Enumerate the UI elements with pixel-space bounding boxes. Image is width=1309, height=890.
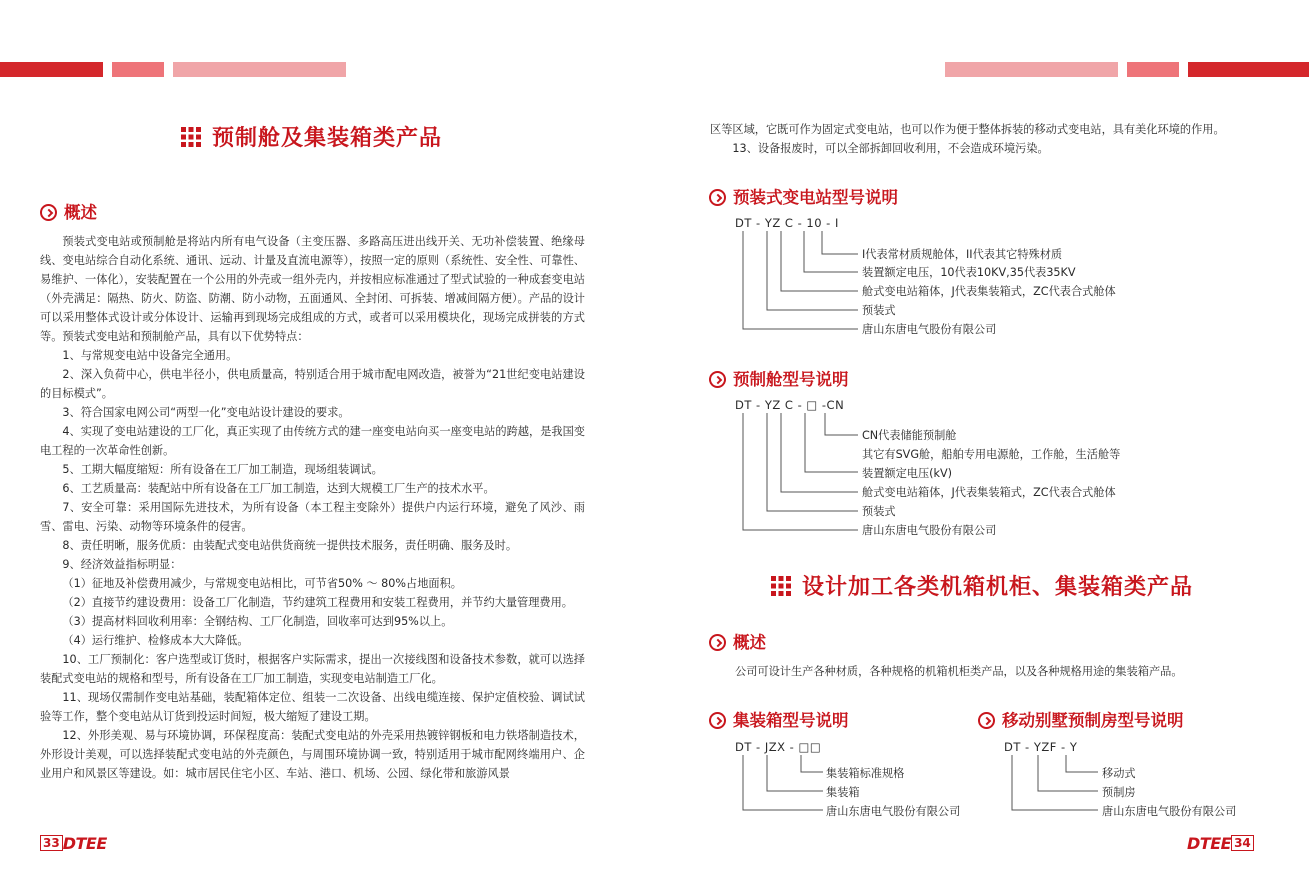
top-bar-pink-left <box>112 62 164 77</box>
paragraph: （4）运行维护、检修成本大大降低。 <box>62 634 249 647</box>
brand-logo: DTEE <box>62 834 107 853</box>
model2-code: DT - YZ C - □ -CN <box>735 398 845 412</box>
model2-label: 预装式 <box>862 505 896 518</box>
page-number: 33 <box>40 835 63 851</box>
model1-label: 舱式变电站箱体，J代表集装箱式，ZC代表合式舱体 <box>862 285 1116 298</box>
model3-heading <box>709 707 849 731</box>
arrow-circle-icon <box>709 634 726 651</box>
model2-label: CN代表储能预制舱 <box>862 429 957 442</box>
top-bar-red-right <box>1188 62 1309 77</box>
paragraph: 5、工期大幅度缩短：所有设备在工厂加工制造，现场组装调试。 <box>62 463 383 476</box>
model1-label: 唐山东唐电气股份有限公司 <box>862 323 997 336</box>
model4-label: 预制房 <box>1102 786 1136 799</box>
model3-label: 集装箱标准规格 <box>826 767 905 780</box>
left-body-text <box>40 232 585 783</box>
paragraph: 4、实现了变电站建设的工厂化，真正实现了由传统方式的建一座变电站向买一座变电站的跨越，是我国变电工程的一次革命性创新。 <box>40 425 585 457</box>
paragraph: 10、工厂预制化：客户选型或订货时，根据客户实际需求，提出一次接线图和设备技术参数，就可以选择装配式变电站的规格和型号，所有设备在工厂加工制造，实现变电站制造工厂化。 <box>40 653 585 685</box>
paragraph: 9、经济效益指标明显： <box>62 558 182 571</box>
model1-label: 预装式 <box>862 304 896 317</box>
arrow-circle-icon <box>709 189 726 206</box>
left-section-heading <box>40 199 97 223</box>
right-section-heading <box>709 629 766 653</box>
paragraph: 预装式变电站或预制舱是将站内所有电气设备（主变压器、多路高压进出线开关、无功补偿装置、绝缘母线、变电站综合自动化系统、通讯、远动、计量及直流电源等），按照一定的原则（系统性、安全性、可靠性、易维护、一体化），安装配置在一个公用的外壳或一组外壳内，并按相应标准通过了型式试验的一种成套变电站（外壳满足：隔热、防火、防盗、防潮、防小动物，五面通风、全封闭、可拆装、增减间隔方便）。产品的设计可以采用整体式设计或分体设计、运输再到现场完成组成的方式，或者可以采用模块化，现场完成拼装的方式等。预装式变电站和预制舱产品，具有以下优势特点： <box>40 235 585 343</box>
arrow-circle-icon <box>40 204 57 221</box>
right-section-heading-text: 概述 <box>733 633 766 652</box>
left-page-title-text: 预制舱及集装箱类产品 <box>212 126 443 151</box>
brand-logo: DTEE <box>1187 834 1232 853</box>
left-section-heading-text: 概述 <box>64 203 97 222</box>
top-bar-red-left <box>0 62 103 77</box>
model2-label: 装置额定电压(kV) <box>862 467 952 480</box>
model2-label: 其它有SVG舱，船舶专用电源舱，工作舱，生活舱等 <box>862 448 1121 461</box>
paragraph: 2、深入负荷中心，供电半径小，供电质量高，特别适合用于城市配电网改造，被誉为“21世纪变电站建设的目标模式”。 <box>40 368 585 400</box>
top-bar-light-left <box>173 62 346 77</box>
left-page-footer <box>40 834 107 853</box>
model3-label: 唐山东唐电气股份有限公司 <box>826 805 961 818</box>
paragraph: （1）征地及补偿费用减少，与常规变电站相比，可节省50% ～ 80%占地面积。 <box>62 577 462 590</box>
right-section-text <box>735 662 1255 681</box>
model3-label: 集装箱 <box>826 786 860 799</box>
paragraph: 3、符合国家电网公司“两型一化”变电站设计建设的要求。 <box>62 406 350 419</box>
top-bar-light-right <box>945 62 1118 77</box>
model4-label: 移动式 <box>1102 767 1136 780</box>
model2-heading <box>709 366 849 390</box>
paragraph: 11、现场仅需制作变电站基础，装配箱体定位、组装一二次设备、出线电缆连接、保护定值校验、调试试验等工作，整个变电站从订货到投运时间短，极大缩短了建设工期。 <box>40 691 585 723</box>
model2-label: 舱式变电站箱体，J代表集装箱式，ZC代表合式舱体 <box>862 486 1116 499</box>
paragraph: （2）直接节约建设费用：设备工厂化制造，节约建筑工程费用和安装工程费用，并节约大量管理费用。 <box>62 596 573 609</box>
paragraph: 1、与常规变电站中设备完全通用。 <box>62 349 238 362</box>
grid-dots-icon <box>770 575 792 597</box>
arrow-circle-icon <box>709 712 726 729</box>
paragraph: 12、外形美观、易与环境协调，环保程度高：装配式变电站的外壳采用热镀锌钢板和电力铁塔制造技术，外形设计美观，可以选择装配式变电站的外壳颜色，与周围环境协调一致，特别适用于城市配网终端用户、企业用户和风景区等建设。如：城市居民住宅小区、车站、港口、机场、公园、绿化带和旅游风景 <box>40 729 585 780</box>
model1-bracket-lines <box>735 228 865 338</box>
model2-heading-text: 预制舱型号说明 <box>733 370 849 389</box>
right-page-footer <box>1187 834 1254 853</box>
page-number: 34 <box>1231 835 1254 851</box>
paragraph: （3）提高材料回收利用率：全钢结构、工厂化制造，回收率可达到95%以上。 <box>62 615 453 628</box>
paragraph: 区等区域，它既可作为固定式变电站，也可以作为便于整体拆装的移动式变电站，具有美化环境的作用。 <box>710 123 1225 136</box>
paragraph: 公司可设计生产各种材质，各种规格的机箱机柜类产品，以及各种规格用途的集装箱产品。 <box>735 665 1183 678</box>
grid-dots-icon <box>180 126 202 148</box>
model1-heading-text: 预装式变电站型号说明 <box>733 188 898 207</box>
right-page-title <box>770 570 1193 601</box>
right-continued-text <box>710 120 1270 158</box>
model4-bracket-lines <box>1004 752 1104 817</box>
paragraph: 13、设备报废时，可以全部拆卸回收利用，不会造成环境污染。 <box>732 142 1049 155</box>
paragraph: 6、工艺质量高：装配站中所有设备在工厂加工制造，达到大规模工厂生产的技术水平。 <box>62 482 495 495</box>
left-page-title <box>180 121 442 152</box>
model3-code: DT - JZX - □□ <box>735 740 822 754</box>
arrow-circle-icon <box>978 712 995 729</box>
model4-code: DT - YZF - Y <box>1004 740 1078 754</box>
model3-bracket-lines <box>735 752 830 817</box>
model1-label: I代表常材质规舱体，II代表其它特殊材质 <box>862 248 1063 261</box>
model1-heading <box>709 184 898 208</box>
right-page-title-text: 设计加工各类机箱机柜、集装箱类产品 <box>802 575 1194 600</box>
top-bar-pink-right <box>1127 62 1179 77</box>
model4-label: 唐山东唐电气股份有限公司 <box>1102 805 1237 818</box>
paragraph: 8、责任明晰，服务优质：由装配式变电站供货商统一提供技术服务，责任明确、服务及时。 <box>62 539 518 552</box>
model3-heading-text: 集装箱型号说明 <box>733 711 849 730</box>
model4-heading <box>978 707 1184 731</box>
paragraph: 7、安全可靠：采用国际先进技术，为所有设备（本工程主变除外）提供户内运行环境，避免了风沙、雨雪、雷电、污染、动物等环境条件的侵害。 <box>40 501 585 533</box>
model2-label: 唐山东唐电气股份有限公司 <box>862 524 997 537</box>
model1-code: DT - YZ C - 10 - I <box>735 216 839 230</box>
arrow-circle-icon <box>709 371 726 388</box>
model2-bracket-lines <box>735 410 865 535</box>
model4-heading-text: 移动别墅预制房型号说明 <box>1002 711 1184 730</box>
model1-label: 装置额定电压，10代表10KV,35代表35KV <box>862 266 1076 279</box>
